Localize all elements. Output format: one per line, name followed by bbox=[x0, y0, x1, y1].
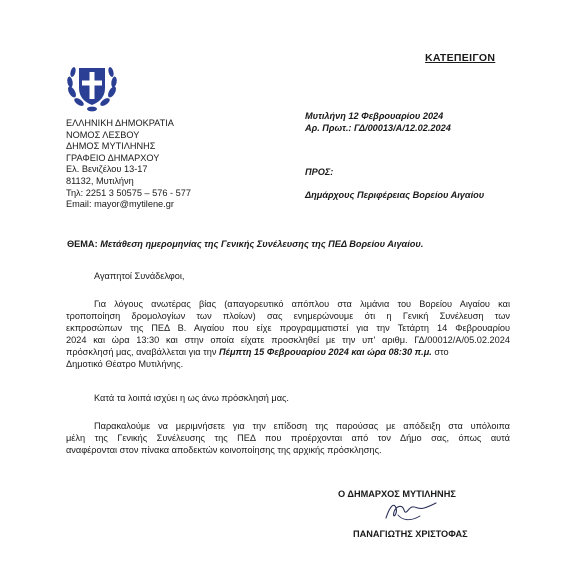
sender-line: ΓΡΑΦΕΙΟ ΔΗΜΑΡΧΟΥ bbox=[66, 152, 160, 163]
handwritten-signature bbox=[380, 498, 440, 524]
paragraph-line: Δημοτικό Θέατρο Μυτιλήνης. bbox=[66, 358, 184, 369]
urgency-label: ΚΑΤΕΠΕΙΓΟΝ bbox=[425, 52, 496, 64]
sender-line: ΕΛΛΗΝΙΚΗ ΔΗΜΟΚΡΑΤΙΑ bbox=[66, 118, 174, 128]
paragraph-line: 2024 και ώρα 13:30 και στην οποία είχατε προσκληθεί με την υπ' αριθμ. ΓΔ/00012/Α/05.02.2024 bbox=[66, 334, 510, 345]
subject-label: ΘΕΜΑ: bbox=[67, 239, 98, 249]
subject-line bbox=[67, 239, 423, 249]
sender-line: ΔΗΜΟΣ ΜΥΤΙΛΗΝΗΣ bbox=[66, 141, 156, 152]
text-span: πρόσκλησή μας, αναβάλλεται για την bbox=[66, 346, 219, 357]
email-label: Email: bbox=[66, 199, 95, 210]
paragraph-line: μέλη της Γενικής Συνέλευσης της ΠΕΔ που προέρχονται από τον Δήμο σας, όπως αυτά bbox=[66, 432, 510, 443]
paragraph-line: εκπροσώπων της ΠΕΔ Β. Αιγαίου που είχε προγραμματιστεί για την Τετάρτη 14 Φεβρουαρίου bbox=[66, 322, 510, 333]
new-date-highlight: Πέμπτη 15 Φεβρουαρίου 2024 και ώρα 08:30 π.μ. bbox=[219, 346, 432, 357]
sender-block bbox=[66, 118, 191, 211]
signature-title: Ο ΔΗΜΑΡΧΟΣ ΜΥΤΙΛΗΝΗΣ bbox=[338, 489, 456, 499]
subject-text: Μετάθεση ημερομηνίας της Γενικής Συνέλευσης της ΠΕΔ Βορείου Αιγαίου. bbox=[100, 239, 424, 249]
paragraph-line bbox=[66, 347, 510, 359]
paragraph-line: Παρακαλούμε να μεριμνήσετε για την επίδοση της παρούσας με απόδειξη στα υπόλοιπα bbox=[94, 421, 510, 431]
paragraph-line: Για λόγους ανωτέρας βίας (απαγορευτικό απόπλου στα λιμάνια του Βορείου Αιγαίου και bbox=[94, 299, 510, 309]
paragraph-1 bbox=[66, 299, 510, 370]
paragraph-2 bbox=[94, 393, 538, 405]
date-protocol-block bbox=[305, 111, 451, 134]
signature-name: ΠΑΝΑΓΙΩΤΗΣ ΧΡΙΣΤΟΦΑΣ bbox=[353, 529, 468, 539]
recipient-block bbox=[305, 167, 484, 201]
email-line bbox=[66, 199, 191, 211]
paragraph-line: αναφέρονται στον πίνακα αποδεκτών κοινοποίησης της αρχικής πρόσκλησης. bbox=[66, 444, 382, 455]
sender-line: 81132, Μυτιλήνη bbox=[66, 175, 134, 186]
protocol-line: Αρ. Πρωτ.: ΓΔ/00013/Α/12.02.2024 bbox=[305, 122, 451, 133]
email-link[interactable]: mayor@mytilene.gr bbox=[94, 199, 174, 210]
to-label: ΠΡΟΣ: bbox=[305, 167, 334, 177]
date-line: Μυτιλήνη 12 Φεβρουαρίου 2024 bbox=[305, 111, 444, 121]
sender-line: ΝΟΜΟΣ ΛΕΣΒΟΥ bbox=[66, 129, 140, 140]
recipient: Δημάρχους Περιφέρειας Βορείου Αιγαίου bbox=[305, 189, 485, 200]
paragraph-line: Κατά τα λοιπά ισχύει η ως άνω πρόσκλησή μας. bbox=[94, 393, 289, 403]
greek-coat-of-arms-icon bbox=[64, 58, 120, 114]
paragraph-line: τροποποίηση δρομολογίων των πλοίων) σας ενημερώνουμε ότι η Γενική Συνέλευση των bbox=[66, 310, 510, 321]
sender-line: Τηλ: 2251 3 50575 – 576 - 577 bbox=[66, 187, 191, 198]
sender-line: Ελ. Βενιζέλου 13-17 bbox=[66, 164, 148, 175]
paragraph-3 bbox=[66, 421, 510, 457]
greeting: Αγαπητοί Συνάδελφοι, bbox=[94, 271, 185, 281]
text-span: στο bbox=[431, 346, 449, 357]
